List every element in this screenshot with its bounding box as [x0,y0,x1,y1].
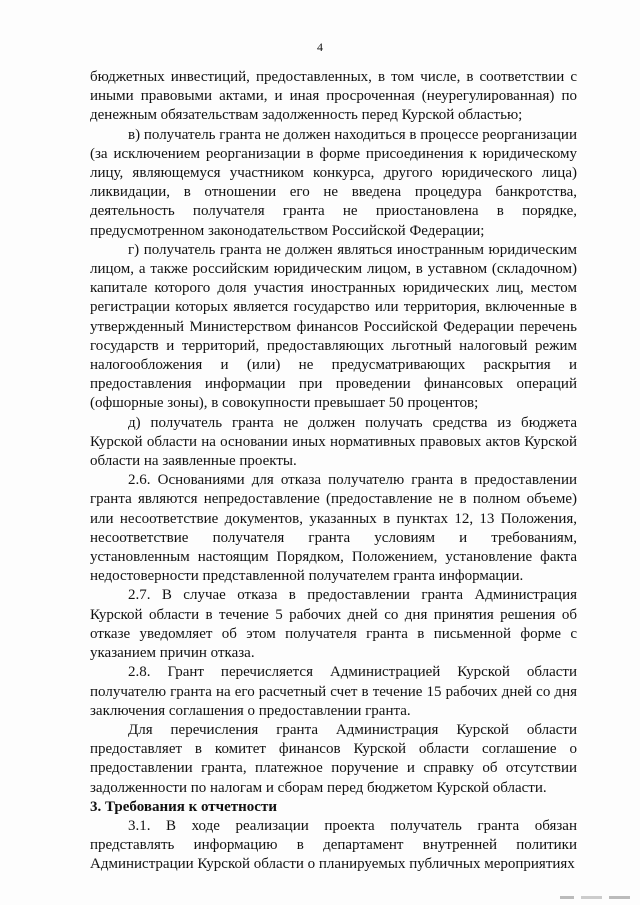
scan-artifact [560,896,630,899]
paragraph-transfer: Для перечисления гранта Администрация Курской области предоставляет в комитет финансов Курской области соглашение о предоставлении гранта, платежное поручение и справку об отсутствии задолженности по налогам и сборам перед бюджетом Курской области. [90,721,577,796]
paragraph-item-v: в) получатель гранта не должен находиться в процессе реорганизации (за исключением реорганизации в форме присоединения к юридическому лицу, являющемуся участником конкурса, другого юридического лица) ликвидации, в отношении его не введена процедура банкротства, деятельность получателя гранта не приостановлена в порядке, предусмотренном законодательством Российской Федерации; [90,126,577,239]
paragraph-2-7: 2.7. В случае отказа в предоставлении гранта Администрация Курской области в течение 5 рабочих дней со дня принятия решения об отказе уведомляет об этом получателя гранта в письменной форме с указанием причин отказа. [90,587,577,662]
section-heading: 3. Требования к отчетности [90,798,277,815]
page-number: 4 [317,40,323,54]
paragraph-continuation: бюджетных инвестиций, предоставленных, в том числе, в соответствии с иными правовыми актами, и иная просроченная (неурегулированная) по денежным обязательствам задолженность перед Курской областью; [90,69,577,124]
paragraph-2-6: 2.6. Основаниями для отказа получателю гранта в предоставлении гранта являются непредоставление (предоставление не в полном объеме) или несоответствие документов, указанных в пунктах 12, 13 Положения, несоответствие получателя гранта условиям и требованиям, установленным настоящим Порядком, Положением, установление факта недостоверности представленной получателем гранта информации. [90,472,577,585]
document-body [90,68,577,875]
paragraph-3-1: 3.1. В ходе реализации проекта получатель гранта обязан представлять информацию в департамент внутренней политики Администрации Курской области о планируемых публичных мероприятиях [90,817,577,873]
paragraph-item-d: д) получатель гранта не должен получать средства из бюджета Курской области на основании иных нормативных правовых актов Курской области на заявленные проекты. [90,414,577,470]
paragraph-item-g: г) получатель гранта не должен являться иностранным юридическим лицом, а также российским юридическим лицом, в уставном (складочном) капитале которого доля участия иностранных юридических лиц, местом регистрации которых является государство или территория, включенные в утвержденный Министерством финансов Российской Федерации перечень государств и территорий, предоставляющих льготный налоговый режим налогообложения и (или) не предусматривающих раскрытия и предоставления информации при проведении финансовых операций (офшорные зоны), в совокупности превышает 50 процентов; [90,241,577,412]
paragraph-2-8: 2.8. Грант перечисляется Администрацией Курской области получателю гранта на его расчетный счет в течение 15 рабочих дней со дня заключения соглашения о предоставлении гранта. [90,664,577,719]
